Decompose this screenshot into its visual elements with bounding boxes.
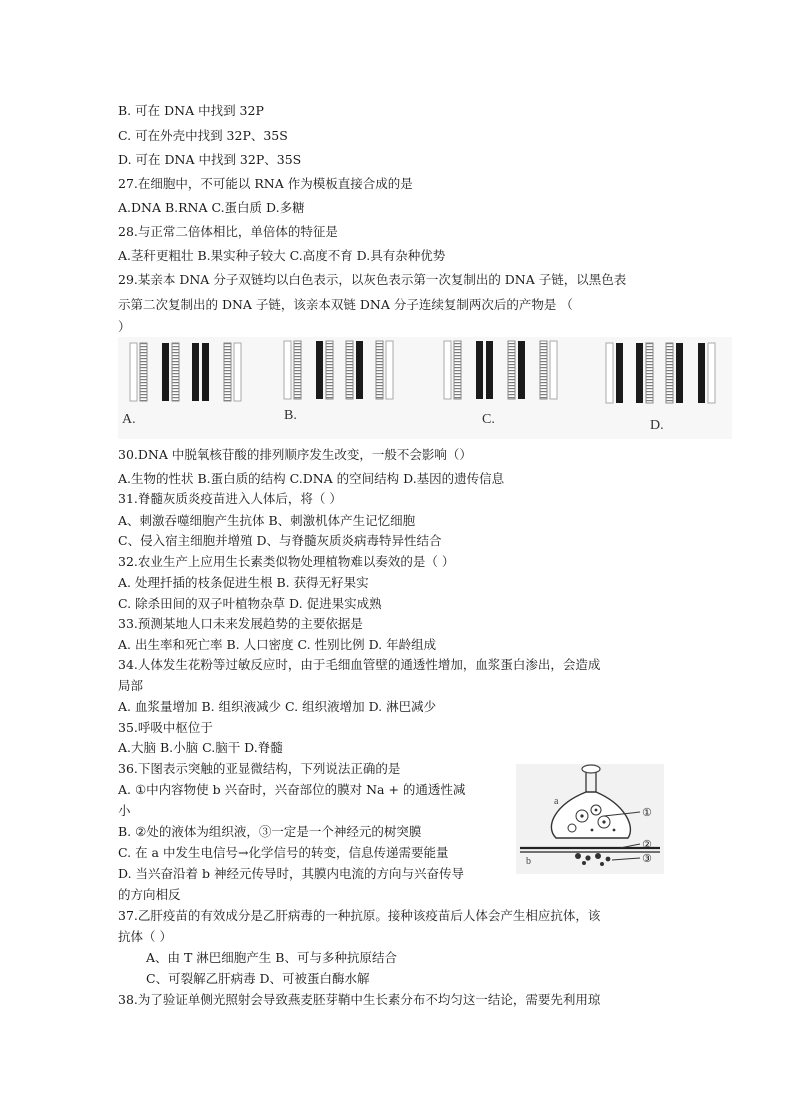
q37-options-cd: C、可裂解乙肝病毒 D、可被蛋白酶水解 (146, 971, 370, 986)
q37-stem-2: 抗体（ ） (118, 929, 172, 944)
label-2: ② (642, 838, 652, 851)
q30-stem: 30.DNA 中脱氧核苷酸的排列顺序发生改变，一般不会影响（） (118, 447, 472, 462)
q28-stem: 28.与正常二倍体相比，单倍体的特征是 (118, 224, 338, 239)
q30-options: A.生物的性状 B.蛋白质的结构 C.DNA 的空间结构 D.基因的遗传信息 (118, 471, 505, 486)
q36-option-a-1: A. ①中内容物使 b 兴奋时，兴奋部位的膜对 Na + 的通透性减 (118, 782, 466, 797)
synapse-figure (516, 764, 664, 874)
q28-options: A.茎秆更粗壮 B.果实种子较大 C.高度不育 D.具有杂种优势 (118, 248, 446, 263)
q26-option-c: C. 可在外壳中找到 32P、35S (118, 128, 288, 143)
q29-stem-2: 示第二次复制出的 DNA 子链，该亲本双链 DNA 分子连续复制两次后的产物是 （ (118, 297, 573, 312)
q37-options-ab: A、由 T 淋巴细胞产生 B、可与多种抗原结合 (146, 950, 397, 965)
q36-option-c: C. 在 a 中发生电信号→化学信号的转变，信息传递需要能量 (118, 845, 449, 860)
q27-stem: 27.在细胞中，不可能以 RNA 作为模板直接合成的是 (118, 176, 413, 191)
option-d-label: D. (650, 418, 664, 433)
q32-stem: 32.农业生产上应用生长素类似物处理植物难以奏效的是（ ） (118, 554, 455, 569)
option-a-strands (130, 343, 241, 401)
synapse-svg (516, 764, 664, 874)
label-1: ① (642, 806, 652, 819)
option-a-label: A. (122, 412, 136, 427)
q26-option-b: B. 可在 DNA 中找到 32P (118, 103, 264, 118)
label-b: b (526, 856, 531, 867)
q33-options: A. 出生率和死亡率 B. 人口密度 C. 性别比例 D. 年龄组成 (118, 637, 437, 652)
option-c-strands (444, 341, 557, 399)
q34-stem-1: 34.人体发生花粉等过敏反应时，由于毛细血管壁的通透性增加，血浆蛋白渗出，会造成 (118, 657, 601, 672)
q38-stem: 38.为了验证单侧光照射会导致燕麦胚芽鞘中生长素分布不均匀这一结论，需要先利用琼 (118, 992, 601, 1007)
q31-stem: 31.脊髓灰质炎疫苗进入人体后，将（ ） (118, 491, 342, 506)
q36-option-d-2: 的方向相反 (118, 887, 181, 902)
option-d-strands (606, 343, 715, 403)
q34-options: A. 血浆量增加 B. 组织液减少 C. 组织液增加 D. 淋巴减少 (118, 699, 437, 714)
label-a: a (554, 796, 559, 807)
q36-option-a-2: 小 (118, 803, 131, 818)
option-b-strands (284, 341, 393, 399)
q32-options-cd: C. 除杀田间的双子叶植物杂草 D. 促进果实成熟 (118, 596, 382, 611)
dna-replication-figure (118, 337, 732, 439)
q31-options-ab: A、刺激吞噬细胞产生抗体 B、刺激机体产生记忆细胞 (118, 513, 416, 528)
q31-options-cd: C、侵入宿主细胞并增殖 D、与脊髓灰质炎病毒特异性结合 (118, 533, 442, 548)
q26-option-d: D. 可在 DNA 中找到 32P、35S (118, 152, 302, 167)
q36-option-d-1: D. 当兴奋沿着 b 神经元传导时，其膜内电流的方向与兴奋传导 (118, 866, 464, 881)
q35-stem: 35.呼吸中枢位于 (118, 720, 213, 735)
q29-stem-3: ） (118, 319, 131, 334)
q29-stem-1: 29.某亲本 DNA 分子双链均以白色表示，以灰色表示第一次复制出的 DNA 子链，以黑色表 (118, 272, 627, 287)
q36-stem: 36.下图表示突触的亚显微结构，下列说法正确的是 (118, 761, 401, 776)
dna-strands-svg (118, 337, 732, 439)
q32-options-ab: A. 处理扦插的枝条促进生根 B. 获得无籽果实 (118, 575, 369, 590)
q37-stem-1: 37.乙肝疫苗的有效成分是乙肝病毒的一种抗原。接种该疫苗后人体会产生相应抗体，该 (118, 908, 601, 923)
q34-stem-2: 局部 (118, 678, 144, 693)
q33-stem: 33.预测某地人口未来发展趋势的主要依据是 (118, 616, 363, 631)
q36-option-b: B. ②处的液体为组织液，③一定是一个神经元的树突膜 (118, 824, 422, 839)
option-b-label: B. (284, 408, 297, 423)
q27-options: A.DNA B.RNA C.蛋白质 D.多糖 (118, 200, 305, 215)
label-3: ③ (642, 852, 652, 865)
q35-options: A.大脑 B.小脑 C.脑干 D.脊髓 (118, 740, 283, 755)
option-c-label: C. (482, 412, 495, 427)
